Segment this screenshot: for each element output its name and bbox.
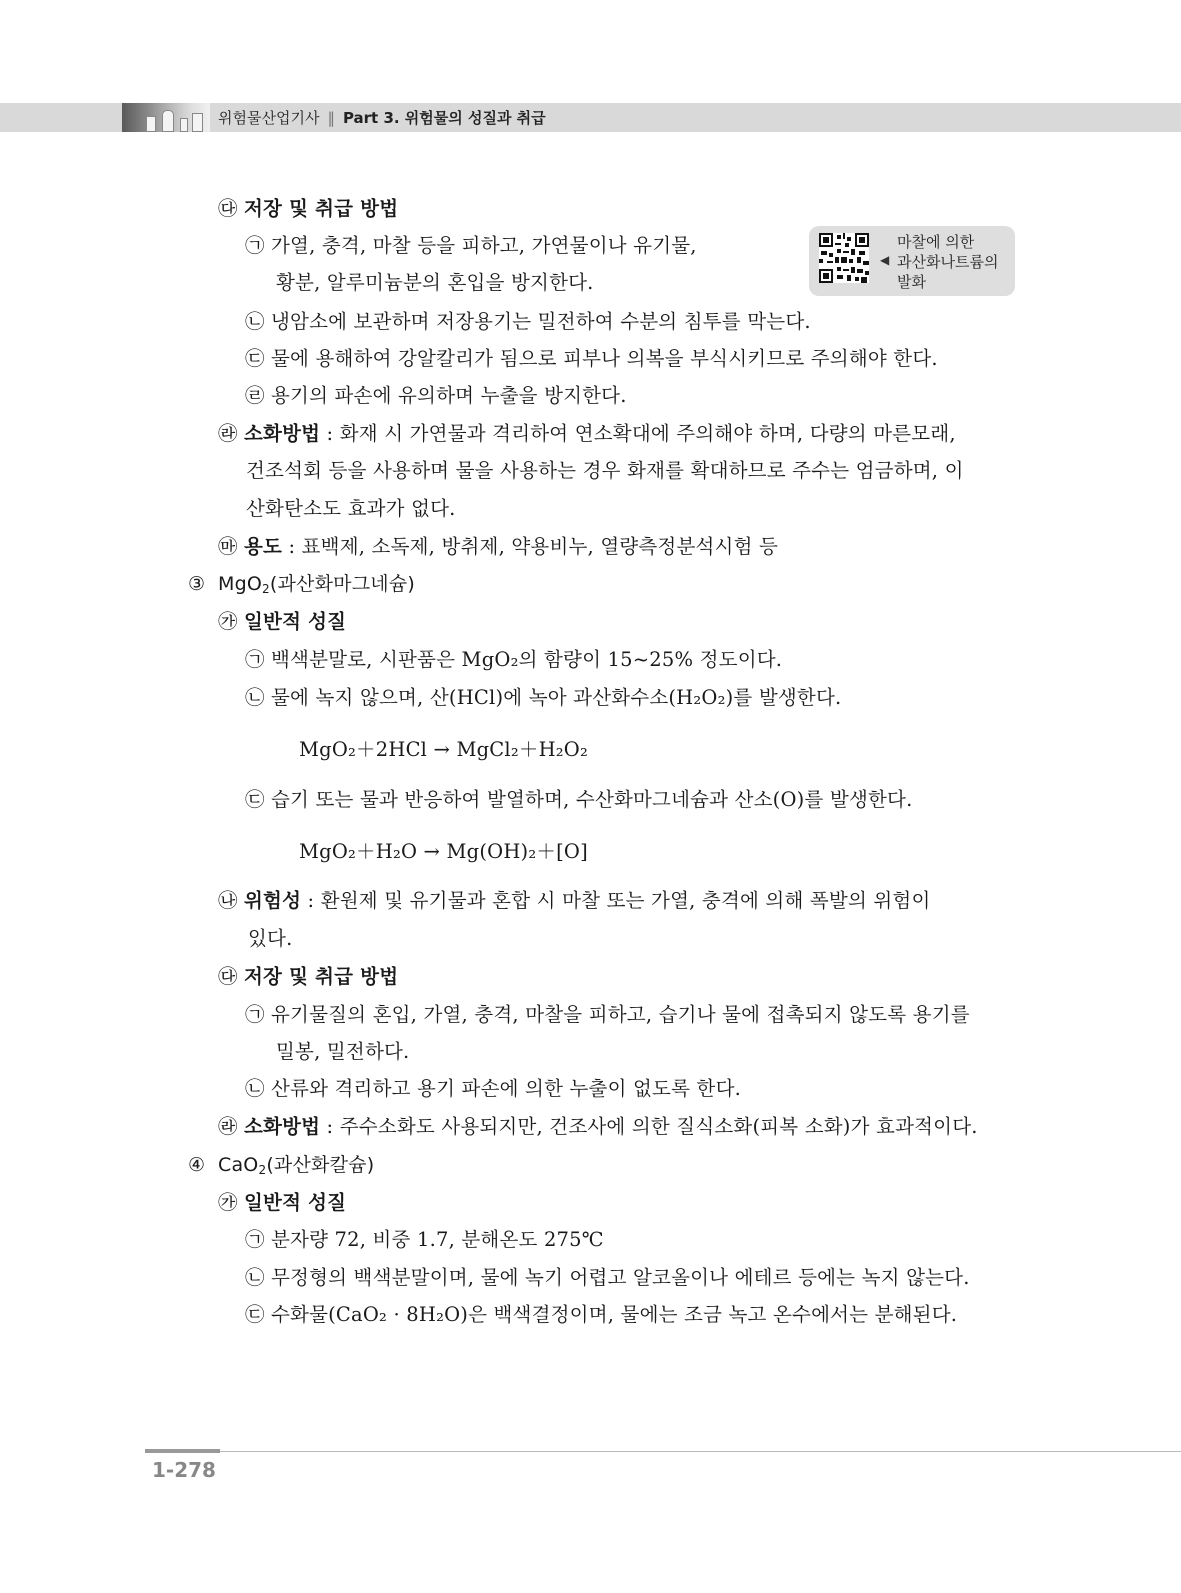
section-heading: [188, 1153, 374, 1177]
equation-text: MgO₂＋2HCl → MgCl₂＋H₂O₂: [299, 738, 589, 761]
footer-accent: [145, 1449, 220, 1453]
list-item: [245, 788, 912, 812]
list-item: [245, 1077, 741, 1101]
list-item: [245, 1266, 970, 1290]
item-text: : 환원제 및 유기물과 혼합 시 마찰 또는 가열, 충격에 의해 폭발의 위험이: [301, 889, 931, 912]
part-title: Part 3. 위험물의 성질과 취급: [342, 109, 546, 127]
subsection-heading: [218, 1191, 346, 1215]
item-text: : 주수소화도 사용되지만, 건조사에 의한 질식소화(피복 소화)가 효과적이다.: [320, 1115, 978, 1138]
item-marker: ㉯: [218, 889, 238, 912]
item-marker: ㉰: [218, 197, 238, 220]
formula: MgO: [218, 573, 263, 595]
equation: [299, 738, 588, 762]
subsection-heading: [218, 610, 346, 634]
item-text: 있다.: [248, 927, 293, 950]
list-item: [245, 686, 841, 710]
list-item: [245, 384, 627, 408]
section-name: (과산화마그네슘): [269, 573, 415, 595]
subsection-title: 일반적 성질: [244, 610, 347, 633]
header-photo: [122, 103, 210, 132]
continuation-line: [246, 497, 456, 521]
item-text: 유기물질의 혼입, 가열, 충격, 마찰을 피하고, 습기나 물에 접촉되지 않도록 용기를: [271, 1003, 970, 1026]
list-item: [245, 310, 811, 334]
item-marker: ㉢: [245, 347, 265, 370]
list-item: [245, 347, 938, 371]
item-text: : 화재 시 가연물과 격리하여 연소확대에 주의해야 하며, 다량의 마른모래,: [320, 422, 956, 445]
qr-caption-line: 과산화나트륨의: [897, 253, 999, 271]
item-text: : 표백제, 소독제, 방취제, 약용비누, 열량측정분석시험 등: [282, 535, 779, 558]
subsection-item: [218, 422, 956, 446]
item-marker: ㉮: [218, 1191, 238, 1214]
continuation-line: [276, 271, 594, 295]
section-heading: [188, 572, 415, 596]
item-text: 물에 용해하여 강알칼리가 됨으로 피부나 의복을 부식시키므로 주의해야 한다.: [271, 347, 938, 370]
section-name: (과산화칼슘): [266, 1154, 375, 1176]
item-label: 소화방법: [244, 422, 321, 445]
equation-text: MgO₂＋H₂O → Mg(OH)₂＋[O]: [299, 840, 588, 863]
list-item: [245, 1228, 604, 1252]
item-text: 백색분말로, 시판품은 MgO₂의 함량이 15~25% 정도이다.: [271, 648, 783, 671]
item-text: 물에 녹지 않으며, 산(HCl)에 녹아 과산화수소(H₂O₂)를 발생한다.: [271, 686, 842, 709]
formula: CaO: [218, 1154, 259, 1176]
footer-rule: [145, 1451, 1181, 1452]
list-item: [245, 1003, 970, 1027]
item-text: 가열, 충격, 마찰 등을 피하고, 가연물이나 유기물,: [271, 234, 697, 257]
list-item: [245, 648, 782, 672]
item-text: 분자량 72, 비중 1.7, 분해온도 275℃: [271, 1228, 604, 1251]
header-separator: ‖: [327, 109, 335, 127]
subsection-heading: [218, 197, 398, 221]
section-number: ④: [188, 1154, 206, 1176]
item-label: 소화방법: [244, 1115, 321, 1138]
page-number: 1-278: [152, 1458, 216, 1482]
subsection-item: [218, 535, 778, 559]
item-marker: ㉠: [245, 234, 265, 257]
list-item: [245, 234, 697, 258]
continuation-line: [246, 459, 964, 483]
formula-subscript: 2: [262, 582, 270, 596]
qr-caption-line: 발화: [897, 273, 926, 291]
equation: [299, 840, 588, 864]
list-item: [245, 1303, 957, 1327]
subsection-title: 저장 및 취급 방법: [244, 965, 399, 988]
item-text: 건조석회 등을 사용하며 물을 사용하는 경우 화재를 확대하므로 주수는 엄금하며, 이: [246, 459, 964, 482]
item-text: 산류와 격리하고 용기 파손에 의한 누출이 없도록 한다.: [271, 1077, 742, 1100]
item-marker: ㉡: [245, 310, 265, 333]
subsection-title: 일반적 성질: [244, 1191, 347, 1214]
header-title: [218, 107, 546, 128]
section-number: ③: [188, 573, 206, 595]
item-marker: ㉡: [245, 1077, 265, 1100]
item-text: 수화물(CaO₂ · 8H₂O)은 백색결정이며, 물에는 조금 녹고 온수에서는 분해된다.: [271, 1303, 958, 1326]
subsection-heading: [218, 965, 398, 989]
item-marker: ㉲: [218, 535, 238, 558]
item-marker: ㉢: [245, 788, 265, 811]
item-text: 냉암소에 보관하며 저장용기는 밀전하여 수분의 침투를 막는다.: [271, 310, 811, 333]
qr-code-icon[interactable]: [819, 233, 869, 283]
item-text: 황분, 알루미늄분의 혼입을 방지한다.: [276, 271, 594, 294]
continuation-line: [248, 927, 292, 951]
item-marker: ㉰: [218, 965, 238, 988]
item-marker: ㉣: [245, 384, 265, 407]
item-marker: ㉡: [245, 686, 265, 709]
left-arrow-icon: ◀: [880, 253, 890, 267]
qr-caption: [897, 232, 998, 292]
item-label: 위험성: [244, 889, 302, 912]
book-title: 위험물산업기사: [218, 109, 320, 127]
item-marker: ㉱: [218, 1115, 238, 1138]
item-marker: ㉱: [218, 422, 238, 445]
item-marker: ㉠: [245, 1003, 265, 1026]
subsection-item: [218, 889, 931, 913]
item-label: 용도: [244, 535, 283, 558]
item-marker: ㉠: [245, 1228, 265, 1251]
item-marker: ㉡: [245, 1266, 265, 1289]
formula-subscript: 2: [258, 1163, 267, 1177]
item-text: 습기 또는 물과 반응하여 발열하며, 수산화마그네슘과 산소(O)를 발생한다.: [271, 788, 913, 811]
subsection-title: 저장 및 취급 방법: [244, 197, 399, 220]
item-text: 밀봉, 밀전하다.: [276, 1040, 410, 1063]
item-text: 산화탄소도 효과가 없다.: [246, 497, 456, 520]
item-marker: ㉢: [245, 1303, 265, 1326]
item-text: 무정형의 백색분말이며, 물에 녹기 어렵고 알코올이나 에테르 등에는 녹지 않는다.: [271, 1266, 970, 1289]
qr-caption-line: 마찰에 의한: [897, 233, 975, 251]
continuation-line: [276, 1040, 409, 1064]
item-text: 용기의 파손에 유의하며 누출을 방지한다.: [271, 384, 627, 407]
item-marker: ㉮: [218, 610, 238, 633]
item-marker: ㉠: [245, 648, 265, 671]
subsection-item: [218, 1115, 978, 1139]
